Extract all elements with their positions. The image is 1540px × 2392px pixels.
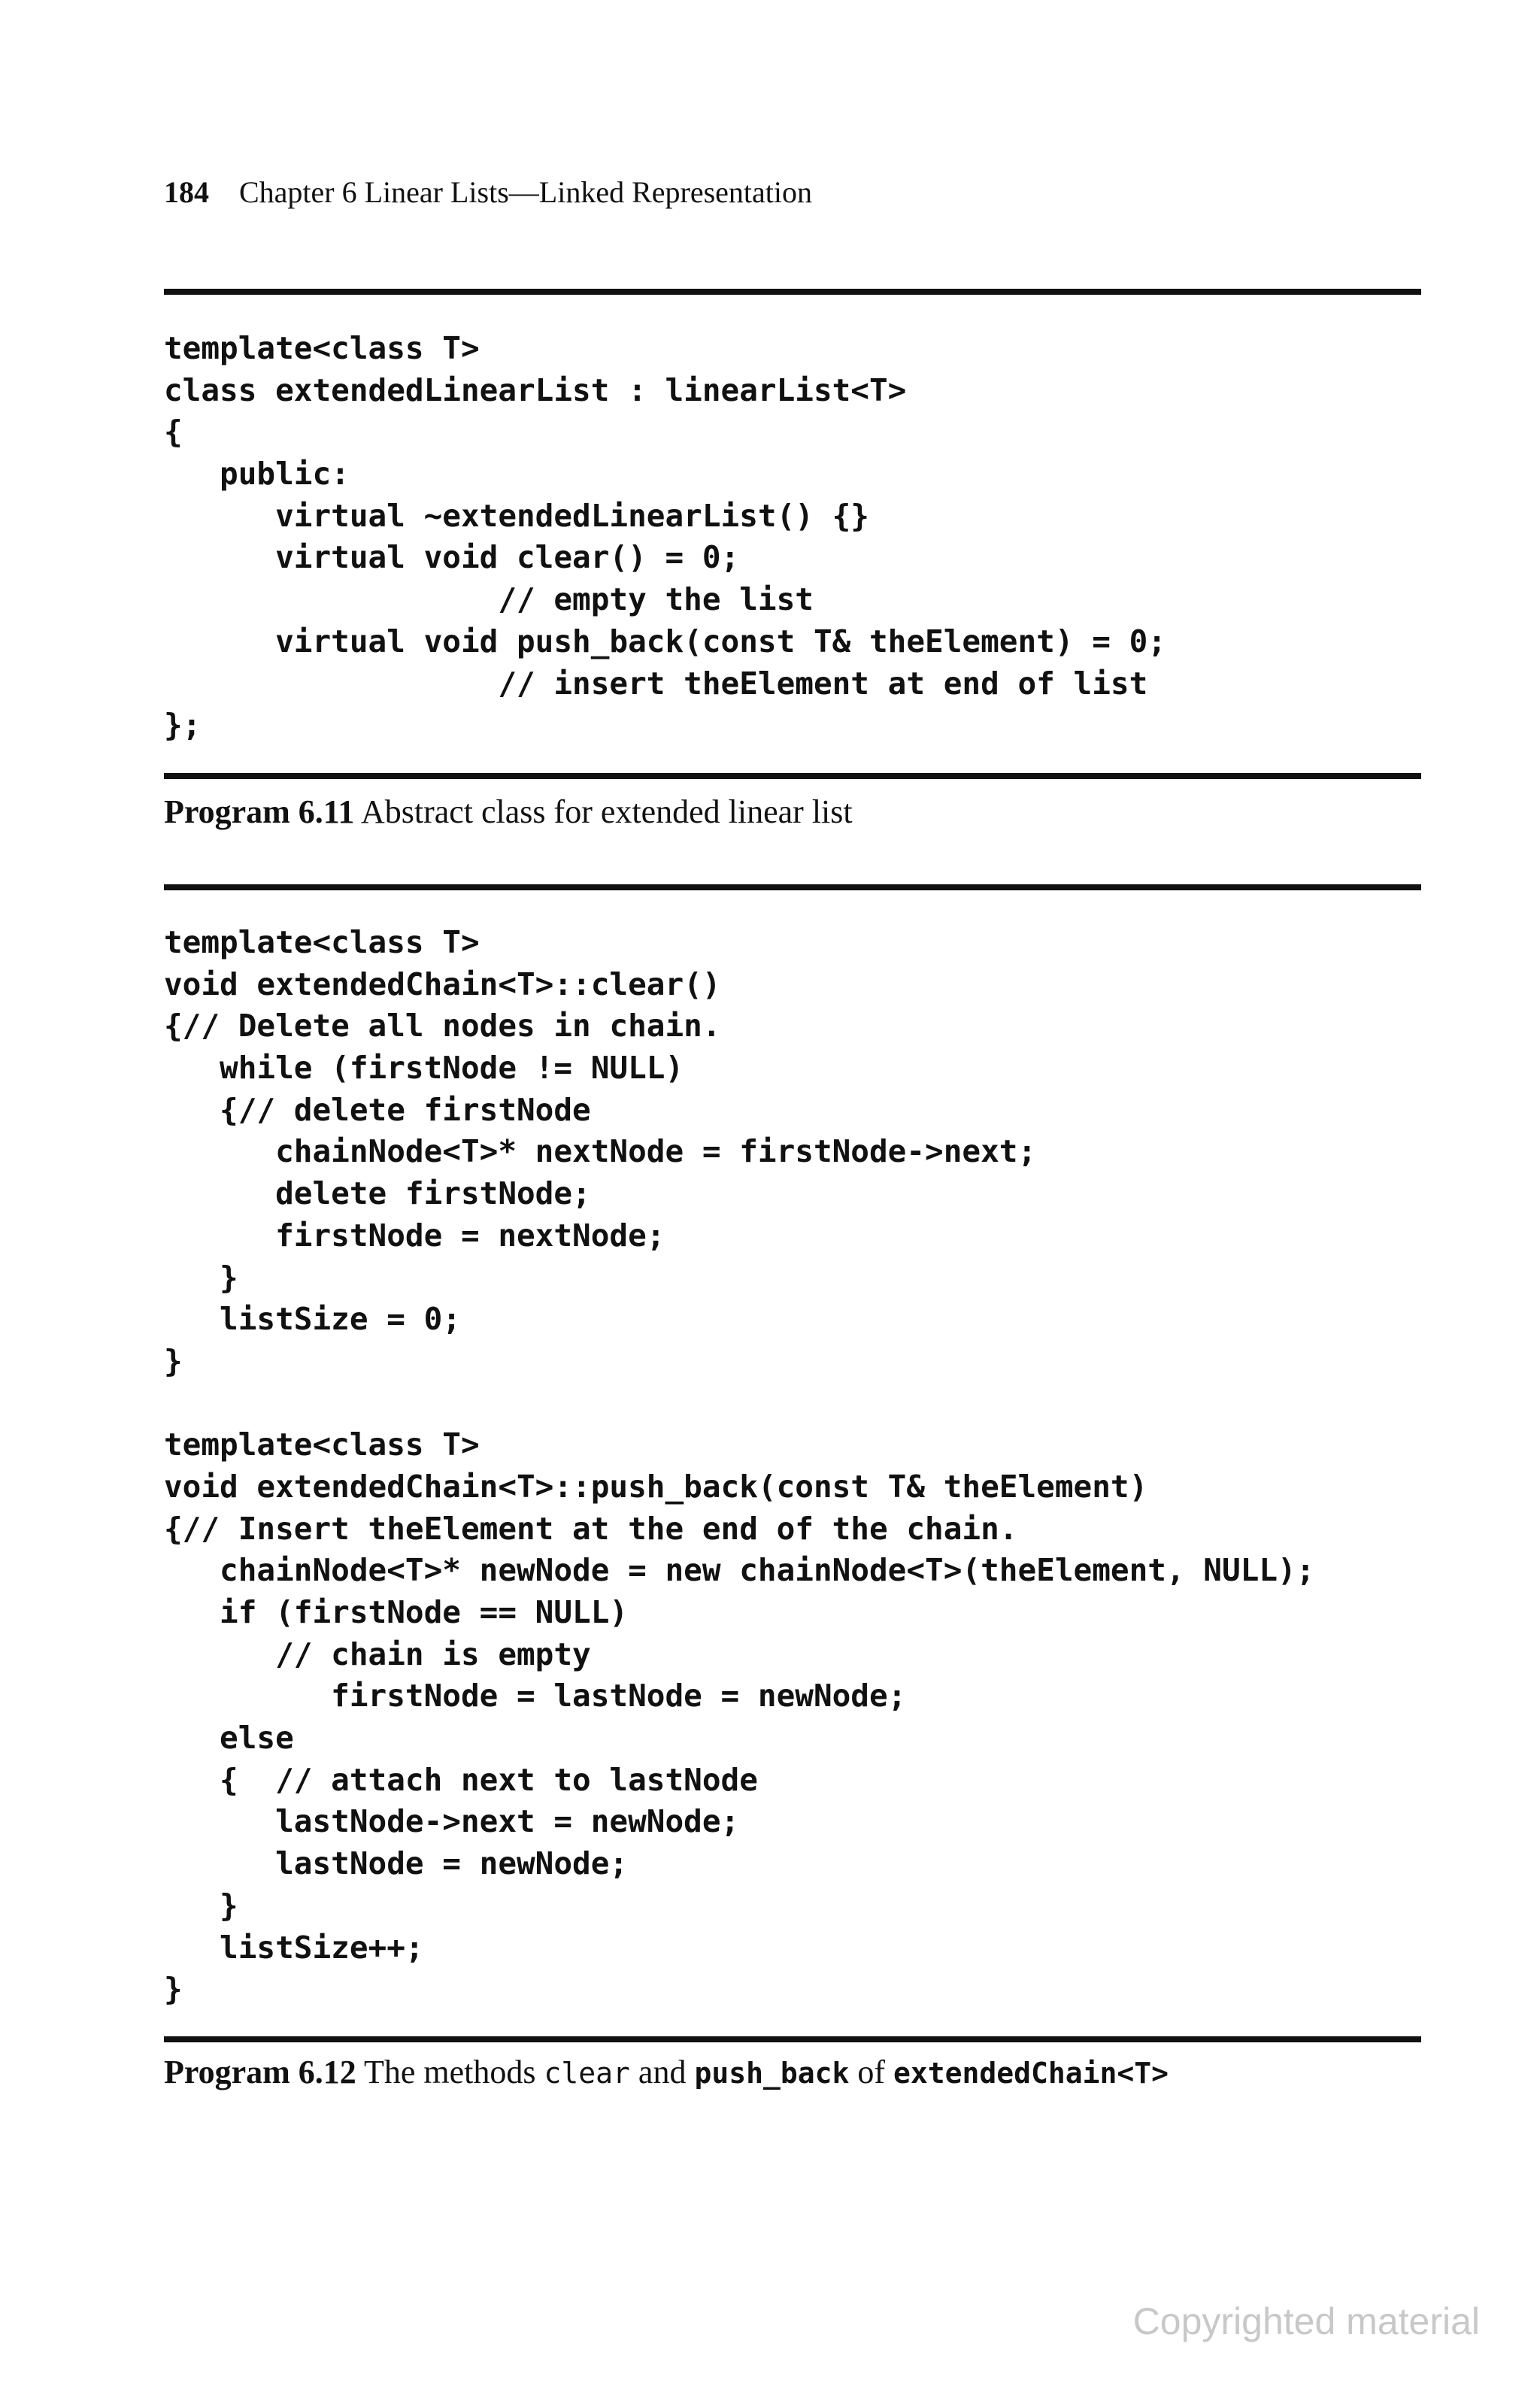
code-line-blank <box>164 1383 1314 1425</box>
caption-text-after: of <box>857 2054 886 2090</box>
page-number: 184 <box>164 175 209 209</box>
caption-class-name: extendedChain<T> <box>893 2057 1169 2090</box>
code-line: // empty the list <box>164 581 814 618</box>
code-line: {// Insert theElement at the end of the chain. <box>164 1510 1018 1547</box>
copyright-watermark: Copyrighted material <box>1132 2300 1480 2342</box>
caption-method-push-back: push_back <box>694 2057 850 2090</box>
code-line: } <box>164 1342 183 1379</box>
code-line: template<class T> <box>164 330 480 366</box>
program-6-12-caption <box>164 2053 1169 2093</box>
program-6-11-code <box>164 328 1166 747</box>
caption-text-before: The methods <box>364 2054 536 2090</box>
code-line: class extendedLinearList : linearList<T> <box>164 371 907 408</box>
program-6-12-code <box>164 922 1314 2011</box>
code-line: void extendedChain<T>::push_back(const T& theElement) <box>164 1468 1148 1505</box>
code-line: while (firstNode != NULL) <box>164 1050 684 1087</box>
running-title: Chapter 6 Linear Lists—Linked Representation <box>239 175 813 209</box>
program-6-11-caption <box>164 793 853 832</box>
code-line: template<class T> <box>164 1426 480 1463</box>
code-line: lastNode = newNode; <box>164 1845 629 1882</box>
code-line: virtual ~extendedLinearList() {} <box>164 497 869 534</box>
code-line: chainNode<T>* nextNode = firstNode->next; <box>164 1133 1037 1170</box>
code-line: listSize = 0; <box>164 1301 461 1338</box>
code-line: virtual void push_back(const T& theElement) = 0; <box>164 623 1166 659</box>
program-6-11-top-rule <box>164 289 1421 295</box>
code-line: listSize++; <box>164 1929 424 1966</box>
code-line: else <box>164 1720 294 1757</box>
code-line: { <box>164 414 183 450</box>
code-line: virtual void clear() = 0; <box>164 539 740 576</box>
code-line: public: <box>164 456 350 493</box>
code-line: void extendedChain<T>::clear() <box>164 966 721 1002</box>
caption-label: Program 6.11 <box>164 793 355 830</box>
code-line: } <box>164 1971 183 2008</box>
code-line: } <box>164 1259 238 1296</box>
program-6-11-bottom-rule <box>164 773 1421 779</box>
code-line: chainNode<T>* newNode = new chainNode<T>(theElement, NULL); <box>164 1552 1315 1589</box>
running-header <box>164 174 812 211</box>
code-line: } <box>164 1887 238 1924</box>
caption-text-middle: and <box>638 2054 687 2090</box>
program-6-12-bottom-rule <box>164 2036 1421 2042</box>
program-6-12-top-rule <box>164 884 1421 890</box>
code-line: { // attach next to lastNode <box>164 1761 758 1798</box>
code-line: lastNode->next = newNode; <box>164 1803 740 1840</box>
caption-method-clear: clear <box>544 2057 630 2090</box>
caption-text: Abstract class for extended linear list <box>360 793 853 830</box>
code-line: }; <box>164 707 202 744</box>
code-line: firstNode = nextNode; <box>164 1217 665 1254</box>
code-line: {// Delete all nodes in chain. <box>164 1008 721 1044</box>
code-line: if (firstNode == NULL) <box>164 1594 629 1630</box>
code-line: delete firstNode; <box>164 1175 591 1212</box>
code-line: {// delete firstNode <box>164 1091 591 1128</box>
code-line: // chain is empty <box>164 1636 591 1672</box>
code-line: // insert theElement at end of list <box>164 665 1148 702</box>
code-line: template<class T> <box>164 924 480 960</box>
caption-label: Program 6.12 <box>164 2054 356 2090</box>
code-line: firstNode = lastNode = newNode; <box>164 1678 907 1714</box>
